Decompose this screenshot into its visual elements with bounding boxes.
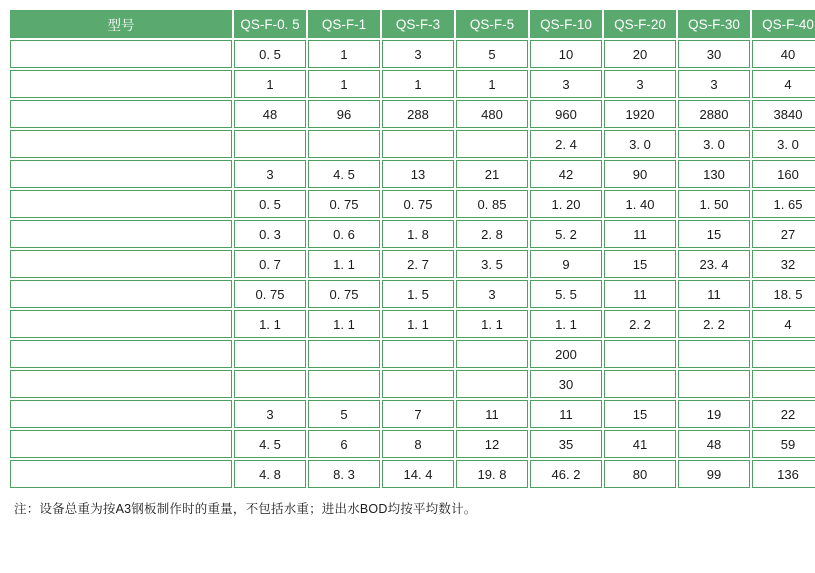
- table-cell: 90: [604, 160, 676, 188]
- table-cell: 11: [604, 280, 676, 308]
- table-cell: 130: [678, 160, 750, 188]
- table-cell: 1. 40: [604, 190, 676, 218]
- table-row: [10, 70, 815, 98]
- table-cell: 13: [382, 160, 454, 188]
- table-cell: 5: [456, 40, 528, 68]
- table-cell: 40: [752, 40, 815, 68]
- table-cell: 15: [678, 220, 750, 248]
- table-cell: 1: [382, 70, 454, 98]
- row-label: 设计出水BOD（mg/l）: [10, 370, 232, 398]
- table-cell: 30: [678, 40, 750, 68]
- table-cell: 1. 1: [308, 250, 380, 278]
- table-cell-empty: [604, 340, 676, 368]
- header-cell-model-5: QS-F-10: [530, 10, 602, 38]
- table-cell: 2. 2: [604, 310, 676, 338]
- table-row: [10, 400, 815, 428]
- table-cell: 0. 5: [234, 190, 306, 218]
- table-cell: 3: [678, 70, 750, 98]
- table-row: [10, 430, 815, 458]
- row-label: 调节池容积: [10, 250, 232, 278]
- table-cell: 4. 5: [234, 430, 306, 458]
- table-cell: 59: [752, 430, 815, 458]
- table-cell: 32: [752, 250, 815, 278]
- table-cell: 1. 8: [382, 220, 454, 248]
- table-cell: 3840: [752, 100, 815, 128]
- specification-table: [8, 8, 815, 490]
- table-cell: 21: [456, 160, 528, 188]
- table-cell: 4. 5: [308, 160, 380, 188]
- table-cell: 1. 1: [530, 310, 602, 338]
- table-cell-empty: [382, 130, 454, 158]
- table-cell-empty: [456, 340, 528, 368]
- table-cell: 1. 1: [234, 310, 306, 338]
- table-cell: 3. 5: [456, 250, 528, 278]
- table-cell: 11: [604, 220, 676, 248]
- row-label: 接触氧化池容积（m³）: [10, 160, 232, 188]
- table-cell: 1. 1: [308, 310, 380, 338]
- table-cell: 3: [234, 400, 306, 428]
- table-cell: 1: [234, 70, 306, 98]
- table-cell: 3: [382, 40, 454, 68]
- table-cell-empty: [456, 370, 528, 398]
- table-cell: 4: [752, 310, 815, 338]
- table-cell: 288: [382, 100, 454, 128]
- table-cell: 41: [604, 430, 676, 458]
- table-row: [10, 130, 815, 158]
- header-cell-model-4: QS-F-5: [456, 10, 528, 38]
- table-cell: 3: [604, 70, 676, 98]
- table-cell: 1: [308, 40, 380, 68]
- table-cell-empty: [678, 370, 750, 398]
- table-cell: 5: [308, 400, 380, 428]
- table-cell: 480: [456, 100, 528, 128]
- header-cell-model-6: QS-F-20: [604, 10, 676, 38]
- row-label: 处理量 m³/h: [10, 40, 232, 68]
- table-cell: 3. 0: [604, 130, 676, 158]
- row-label: 设计进水BOD（mg/l）: [10, 340, 232, 368]
- table-cell: 19. 8: [456, 460, 528, 488]
- row-label: 设备总重（约T）: [10, 430, 232, 458]
- table-cell: 5. 5: [530, 280, 602, 308]
- table-cell-empty: [456, 130, 528, 158]
- header-cell-model-7: QS-F-30: [678, 10, 750, 38]
- table-cell: 18. 5: [752, 280, 815, 308]
- table-cell: 3. 0: [678, 130, 750, 158]
- table-cell-empty: [604, 370, 676, 398]
- table-header-row: [10, 10, 815, 38]
- table-cell-empty: [308, 130, 380, 158]
- table-cell: 30: [530, 370, 602, 398]
- table-row: [10, 190, 815, 218]
- table-cell: 42: [530, 160, 602, 188]
- table-cell: 2. 7: [382, 250, 454, 278]
- table-cell: 3. 0: [752, 130, 815, 158]
- table-cell: 1. 20: [530, 190, 602, 218]
- table-cell: 1: [308, 70, 380, 98]
- table-cell: 23. 4: [678, 250, 750, 278]
- table-cell-empty: [678, 340, 750, 368]
- header-cell-model-1: QS-F-0. 5: [234, 10, 306, 38]
- table-cell: 6: [308, 430, 380, 458]
- table-row: [10, 370, 815, 398]
- table-cell: 7: [382, 400, 454, 428]
- table-cell: 10: [530, 40, 602, 68]
- table-cell: 15: [604, 250, 676, 278]
- row-label: 最大单件重量（约T）: [10, 400, 232, 428]
- footnote: 注：设备总重为按A3钢板制作时的重量，不包括水重；进出水BOD均按平均数计。: [14, 502, 477, 516]
- table-cell: 15: [604, 400, 676, 428]
- header-cell-model-2: QS-F-1: [308, 10, 380, 38]
- table-cell: 3: [530, 70, 602, 98]
- table-cell: 0. 7: [234, 250, 306, 278]
- table-row: [10, 160, 815, 188]
- table-cell: 3: [456, 280, 528, 308]
- table-cell-empty: [752, 340, 815, 368]
- table-row: [10, 100, 815, 128]
- table-cell: 80: [604, 460, 676, 488]
- table-cell: 1. 1: [456, 310, 528, 338]
- table-cell: 35: [530, 430, 602, 458]
- table-cell-empty: [308, 370, 380, 398]
- row-label: 设备件数: [10, 70, 232, 98]
- table-cell: 1. 5: [382, 280, 454, 308]
- table-cell: 1. 50: [678, 190, 750, 218]
- table-row: [10, 40, 815, 68]
- table-cell: 11: [456, 400, 528, 428]
- table-cell: 48: [678, 430, 750, 458]
- table-cell-empty: [234, 370, 306, 398]
- table-cell: 0. 6: [308, 220, 380, 248]
- table-cell: 2. 4: [530, 130, 602, 158]
- table-row: [10, 280, 815, 308]
- table-cell: 14. 4: [382, 460, 454, 488]
- table-cell: 0. 5: [234, 40, 306, 68]
- table-row: [10, 250, 815, 278]
- table-cell: 9: [530, 250, 602, 278]
- table-cell: 2880: [678, 100, 750, 128]
- row-label: 初沉池表面负荷（m³/m². h）: [10, 130, 232, 158]
- table-row: [10, 460, 815, 488]
- table-cell: 0. 75: [382, 190, 454, 218]
- table-cell: 0. 85: [456, 190, 528, 218]
- table-cell: 4. 8: [234, 460, 306, 488]
- table-cell: 0. 75: [308, 280, 380, 308]
- table-cell: 960: [530, 100, 602, 128]
- table-cell: 27: [752, 220, 815, 248]
- table-cell: 2. 8: [456, 220, 528, 248]
- row-label: 当量人数: [10, 100, 232, 128]
- header-cell-model-8: QS-F-40: [752, 10, 815, 38]
- table-cell: 1: [456, 70, 528, 98]
- row-label: 二沉池表面负荷（m³/m². h）: [10, 190, 232, 218]
- table-cell: 12: [456, 430, 528, 458]
- table-cell: 1920: [604, 100, 676, 128]
- table-cell: 2. 2: [678, 310, 750, 338]
- table-cell: 1. 1: [382, 310, 454, 338]
- table-cell: 11: [678, 280, 750, 308]
- table-cell-empty: [382, 340, 454, 368]
- table-cell: 46. 2: [530, 460, 602, 488]
- table-cell: 11: [530, 400, 602, 428]
- table-cell: 8: [382, 430, 454, 458]
- table-cell: 99: [678, 460, 750, 488]
- header-cell-model: 型号: [10, 10, 232, 38]
- table-cell: 96: [308, 100, 380, 128]
- table-cell: 136: [752, 460, 815, 488]
- table-row: [10, 310, 815, 338]
- table-cell: 160: [752, 160, 815, 188]
- table-cell: 4: [752, 70, 815, 98]
- table-cell-empty: [234, 130, 306, 158]
- table-cell: 22: [752, 400, 815, 428]
- table-row: [10, 220, 815, 248]
- table-cell: 5. 2: [530, 220, 602, 248]
- table-cell: 48: [234, 100, 306, 128]
- table-row: [10, 340, 815, 368]
- table-cell: 0. 75: [234, 280, 306, 308]
- table-cell-empty: [382, 370, 454, 398]
- table-cell-empty: [752, 370, 815, 398]
- row-label: 平面面积（m²）: [10, 460, 232, 488]
- table-cell: 0. 75: [308, 190, 380, 218]
- table-cell: 19: [678, 400, 750, 428]
- table-cell-empty: [308, 340, 380, 368]
- header-cell-model-3: QS-F-3: [382, 10, 454, 38]
- row-label: 水泵电机功率（KW）: [10, 310, 232, 338]
- row-label: 风机 电机功率（KW）: [10, 280, 232, 308]
- table-cell-empty: [234, 340, 306, 368]
- row-label: 消毒池容积（m³）: [10, 220, 232, 248]
- table-cell: 8. 3: [308, 460, 380, 488]
- table-cell: 0. 3: [234, 220, 306, 248]
- table-cell: 1. 65: [752, 190, 815, 218]
- table-cell: 20: [604, 40, 676, 68]
- table-cell: 200: [530, 340, 602, 368]
- table-cell: 3: [234, 160, 306, 188]
